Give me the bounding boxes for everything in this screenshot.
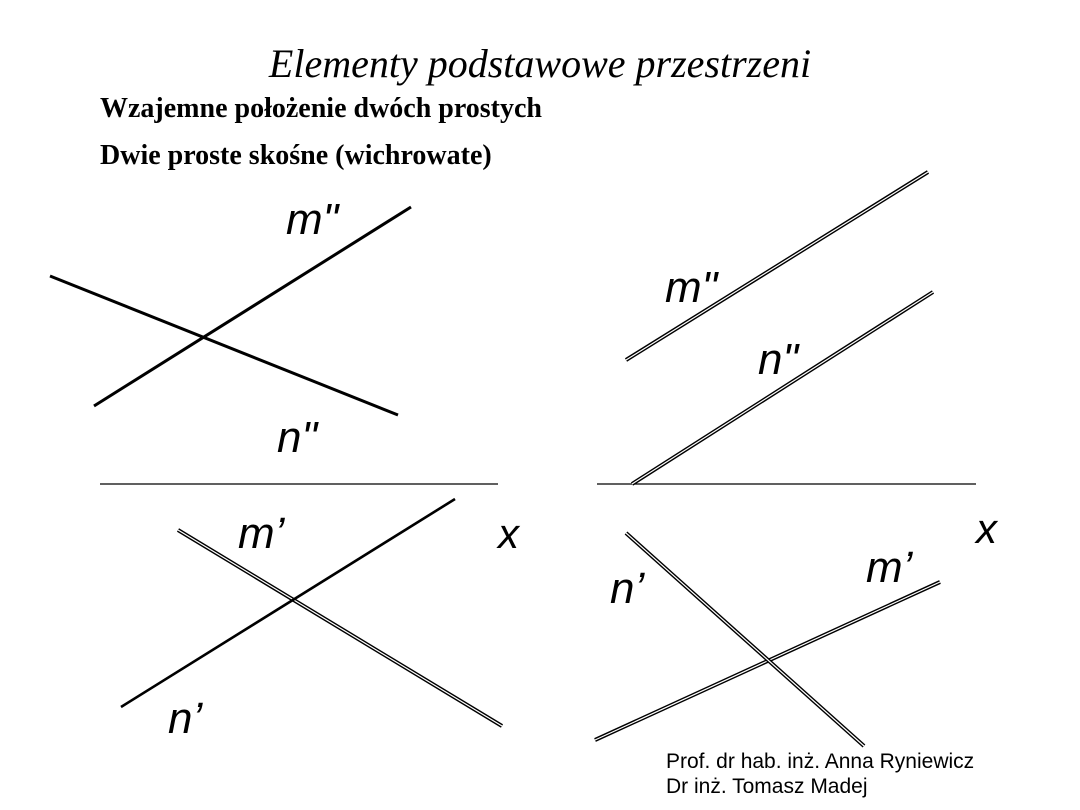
left-line-m-frontal [94, 207, 411, 406]
credits-line-2: Dr inż. Tomasz Madej [666, 775, 868, 798]
right-axis-label: x [976, 505, 997, 552]
left-line-n-frontal [50, 276, 398, 415]
left-label-m-horizontal: m’ [238, 509, 285, 558]
left-axis-label: x [498, 510, 519, 557]
credits-line-1: Prof. dr hab. inż. Anna Ryniewicz [666, 750, 975, 773]
right-line-n-horizontal [626, 533, 864, 746]
slide-subtitle-relative-position: Wzajemne położenie dwóch prostych [100, 93, 542, 124]
left-line-m-horizontal [178, 530, 502, 726]
author-credits [666, 749, 974, 799]
right-line-n-frontal [632, 292, 933, 484]
right-diagram [595, 172, 999, 746]
right-label-m-frontal: m" [665, 263, 718, 312]
right-label-n-horizontal: n’ [610, 564, 645, 613]
left-label-n-horizontal: n’ [168, 694, 203, 743]
slide-subtitle-skew-lines: Dwie proste skośne (wichrowate) [100, 140, 492, 171]
left-line-n-horizontal [121, 499, 455, 707]
left-label-n-frontal: n" [277, 413, 318, 462]
slide-title: Elementy podstawowe przestrzeni [268, 41, 812, 86]
left-diagram [50, 195, 521, 743]
left-label-m-frontal: m" [286, 195, 339, 244]
right-label-m-horizontal: m’ [866, 543, 913, 592]
right-label-n-frontal: n" [758, 335, 799, 384]
